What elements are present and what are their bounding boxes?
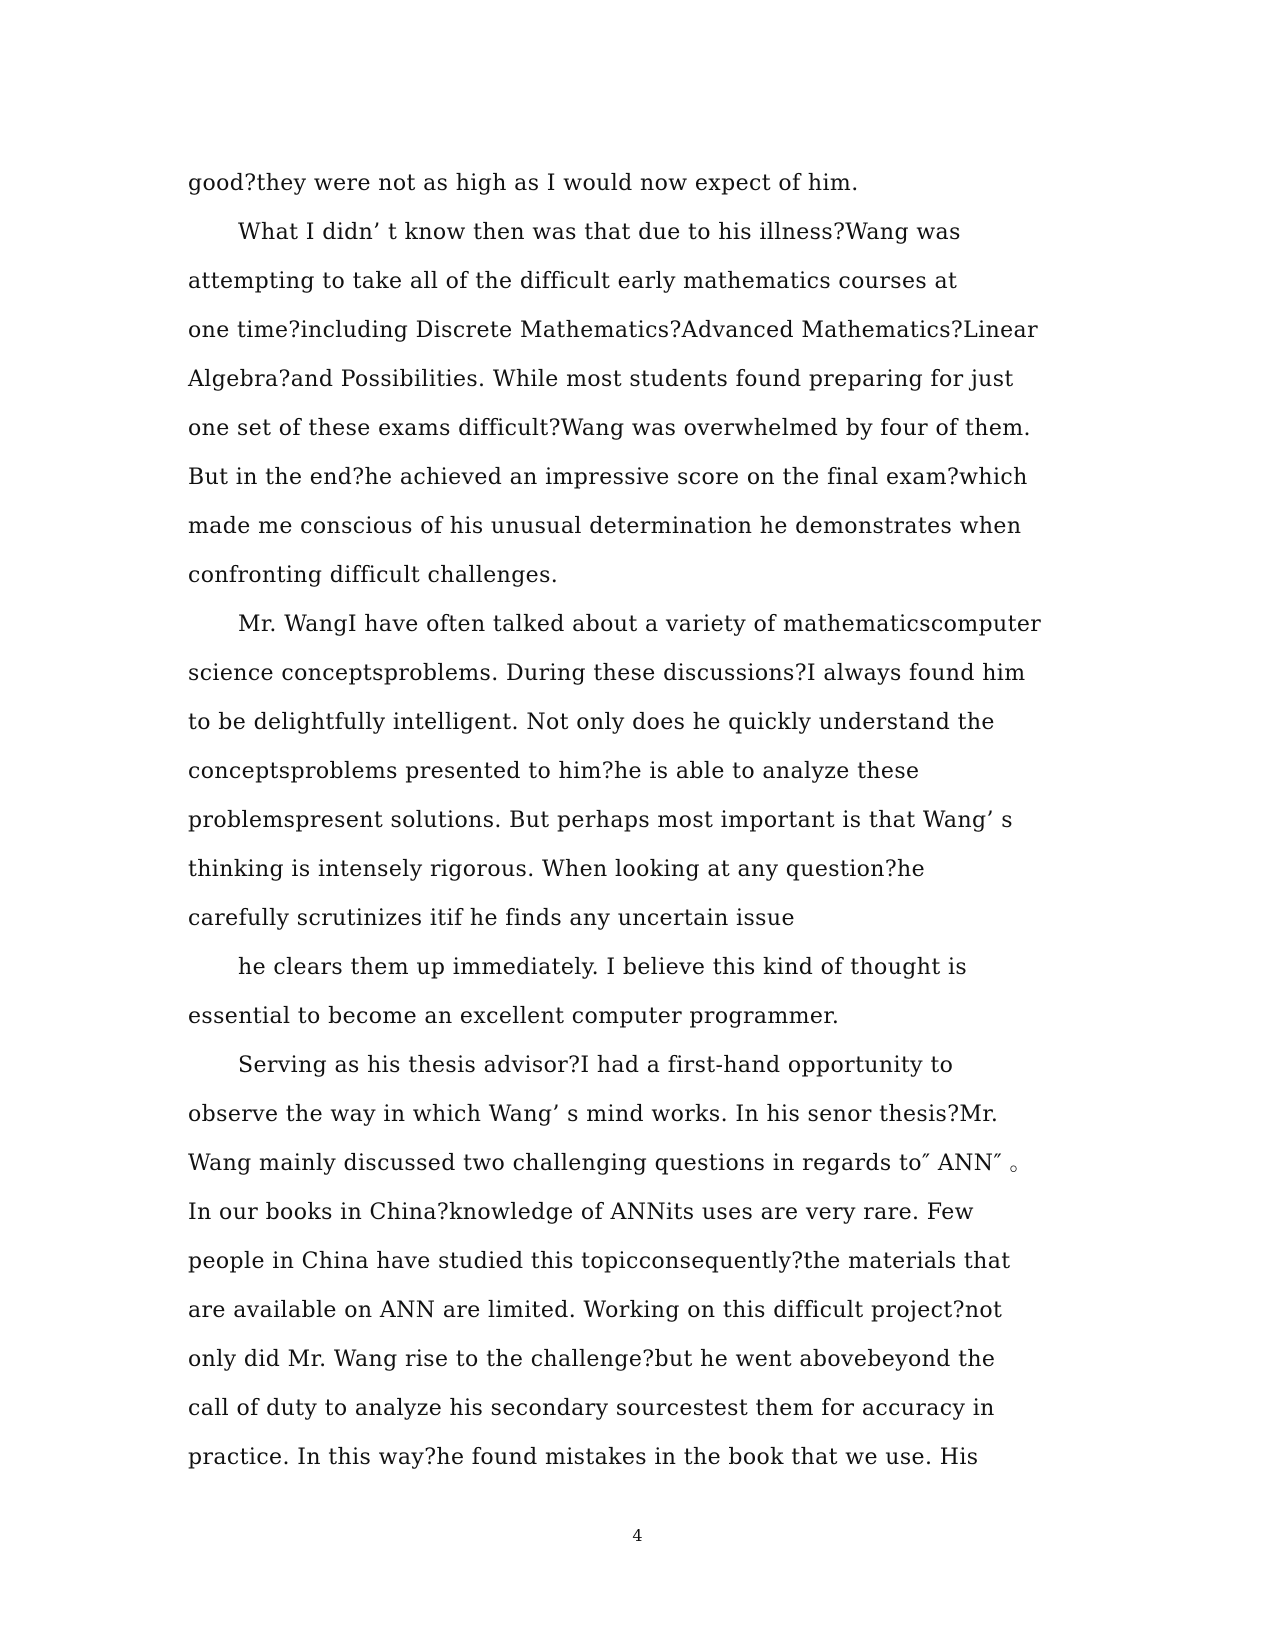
text-line: one time?including Discrete Mathematics?Advanced Mathematics?Linear (188, 318, 1038, 343)
paragraph-start-line: What I didn’ t know then was that due to his illness?Wang was (238, 220, 961, 245)
text-line: one set of these exams difficult?Wang was overwhelmed by four of them. (188, 416, 1031, 441)
text-line: good?they were not as high as I would now expect of him. (188, 171, 859, 196)
text-line: only did Mr. Wang rise to the challenge?but he went abovebeyond the (188, 1347, 996, 1372)
text-line: Wang mainly discussed two challenging questions in regards to″ ANN″ 。 (188, 1151, 1032, 1176)
text-line: science conceptsproblems. During these discussions?I always found him (188, 661, 1026, 686)
text-line: practice. In this way?he found mistakes in the book that we use. His (188, 1445, 979, 1470)
text-line: confronting difficult challenges. (188, 563, 559, 588)
text-line: essential to become an excellent computer programmer. (188, 1004, 840, 1029)
text-line: But in the end?he achieved an impressive score on the final exam?which (188, 465, 1028, 490)
page-number: 4 (632, 1526, 643, 1545)
text-line: conceptsproblems presented to him?he is able to analyze these (188, 759, 920, 784)
paragraph-start-line: Mr. WangI have often talked about a variety of mathematicscomputer (238, 612, 1042, 637)
paragraph-start-line: he clears them up immediately. I believe this kind of thought is (238, 955, 968, 980)
text-line: people in China have studied this topicconsequently?the materials that (188, 1249, 1011, 1274)
text-line: In our books in China?knowledge of ANNits uses are very rare. Few (188, 1200, 974, 1225)
text-line: are available on ANN are limited. Working on this difficult project?not (188, 1298, 1003, 1323)
text-line: to be delightfully intelligent. Not only does he quickly understand the (188, 710, 995, 735)
paragraph-start-line: Serving as his thesis advisor?I had a first-hand opportunity to (238, 1053, 954, 1078)
text-line: thinking is intensely rigorous. When looking at any question?he (188, 857, 926, 882)
text-line: problemspresent solutions. But perhaps most important is that Wang’ s (188, 808, 1013, 833)
body-text (188, 159, 1088, 1482)
text-line: carefully scrutinizes itif he finds any uncertain issue (188, 906, 795, 931)
text-line: Algebra?and Possibilities. While most students found preparing for just (188, 367, 1014, 392)
text-line: observe the way in which Wang’ s mind works. In his senor thesis?Mr. (188, 1102, 999, 1127)
text-line: call of duty to analyze his secondary sourcestest them for accuracy in (188, 1396, 995, 1421)
text-line: made me conscious of his unusual determination he demonstrates when (188, 514, 1022, 539)
text-line: attempting to take all of the difficult early mathematics courses at (188, 269, 958, 294)
